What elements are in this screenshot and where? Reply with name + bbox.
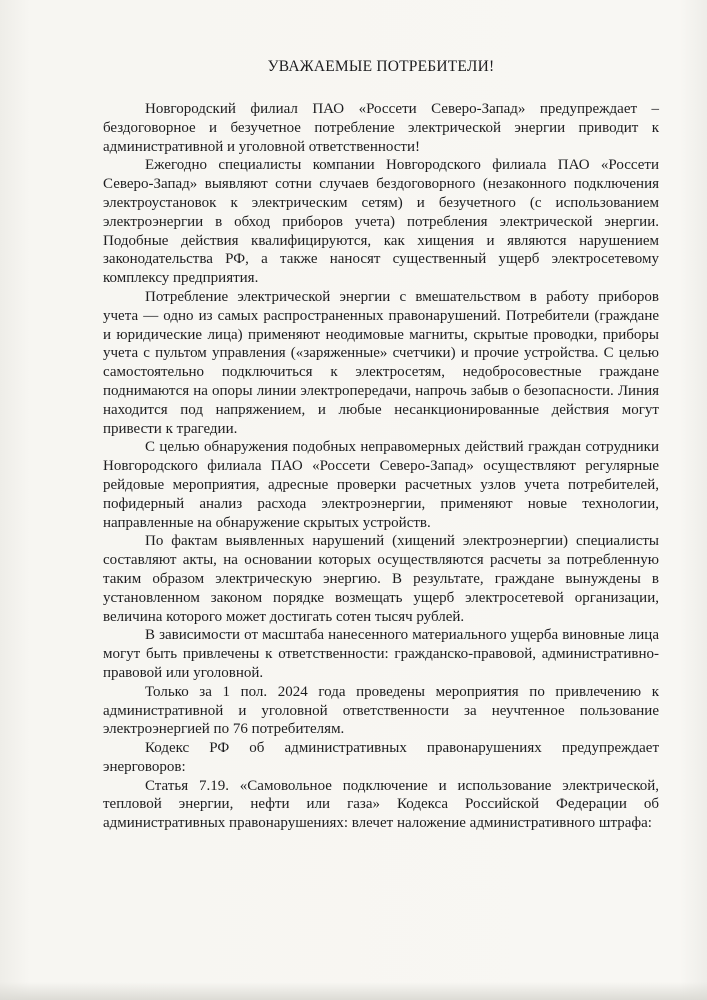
document-body: [103, 58, 659, 833]
document-title: УВАЖАЕМЫЕ ПОТРЕБИТЕЛИ!: [267, 58, 495, 75]
paragraph-liability: В зависимости от масштаба нанесенного материального ущерба виновные лица могут быть привлечены к ответственности: гражданско-правовой, административно-правовой или уголовной.: [103, 627, 659, 681]
paragraph-2024-statistics: Только за 1 пол. 2024 года проведены мероприятия по привлечению к административной и уголовной ответственности за неучтенное пользование электроэнергией по 76 потребителям.: [103, 683, 659, 738]
paragraph-inspections: С целью обнаружения подобных неправомерных действий граждан сотрудники Новгородского филиала ПАО «Россети Северо-Запад» осуществляют регулярные рейдовые мероприятия, адресные проверки расчетных узлов учета потребителей, пофидерный анализ расхода электроэнергии, применяют новые технологии, направленные на обнаружение скрытых устройств.: [103, 439, 659, 531]
paragraph-meter-tampering: Потребление электрической энергии с вмешательством в работу приборов учета — одно из самых распространенных правонарушений. Потребители (граждане и юридические лица) применяют неодимовые магниты, скрытые проводки, приборы учета с пультом управления («заряженные» счетчики) и прочие устройства. С целью самостоятельно подключиться к электросетям, недобросовестные граждане поднимаются на опоры линии электропередачи, напрочь забыв о безопасности. Линия находится под напряжением, и любые несанкционированные действия могут привести к трагедии.: [103, 288, 659, 437]
paragraph-code-warning: Кодекс РФ об административных правонарушениях предупреждает энерговоров:: [103, 740, 659, 775]
scan-bottom-shadow: [0, 982, 707, 1000]
paragraph-violation-acts: По фактам выявленных нарушений (хищений электроэнергии) специалисты составляют акты, на основании которых осуществляются расчеты за потребленную таким образом электрическую энергию. В результате, граждане вынуждены в установленном законом порядке возмещать ущерб электросетевой организации, величина которого может достигать сотен тысяч рублей.: [103, 533, 659, 625]
paragraph-warning: Новгородский филиал ПАО «Россети Северо-Запад» предупреждает – бездоговорное и безучетное потребление электрической энергии приводит к административной и уголовной ответственности!: [103, 101, 659, 155]
paragraph-annual-detection: Ежегодно специалисты компании Новгородского филиала ПАО «Россети Северо-Запад» выявляют сотни случаев бездоговорного (незаконного подключения электроустановок к электрическим сетям) и безучетного (с использованием электроэнергии в обход приборов учета) потребления электрической энергии. Подобные действия квалифицируются, как хищения и являются нарушением законодательства РФ, а также наносят существенный ущерб электросетевому комплексу предприятия.: [103, 157, 659, 287]
paragraph-article-7-19: Статья 7.19. «Самовольное подключение и использование электрической, тепловой энергии, нефти или газа» Кодекса Российской Федерации об административных правонарушениях: влечет наложение административного штрафа:: [103, 777, 659, 832]
